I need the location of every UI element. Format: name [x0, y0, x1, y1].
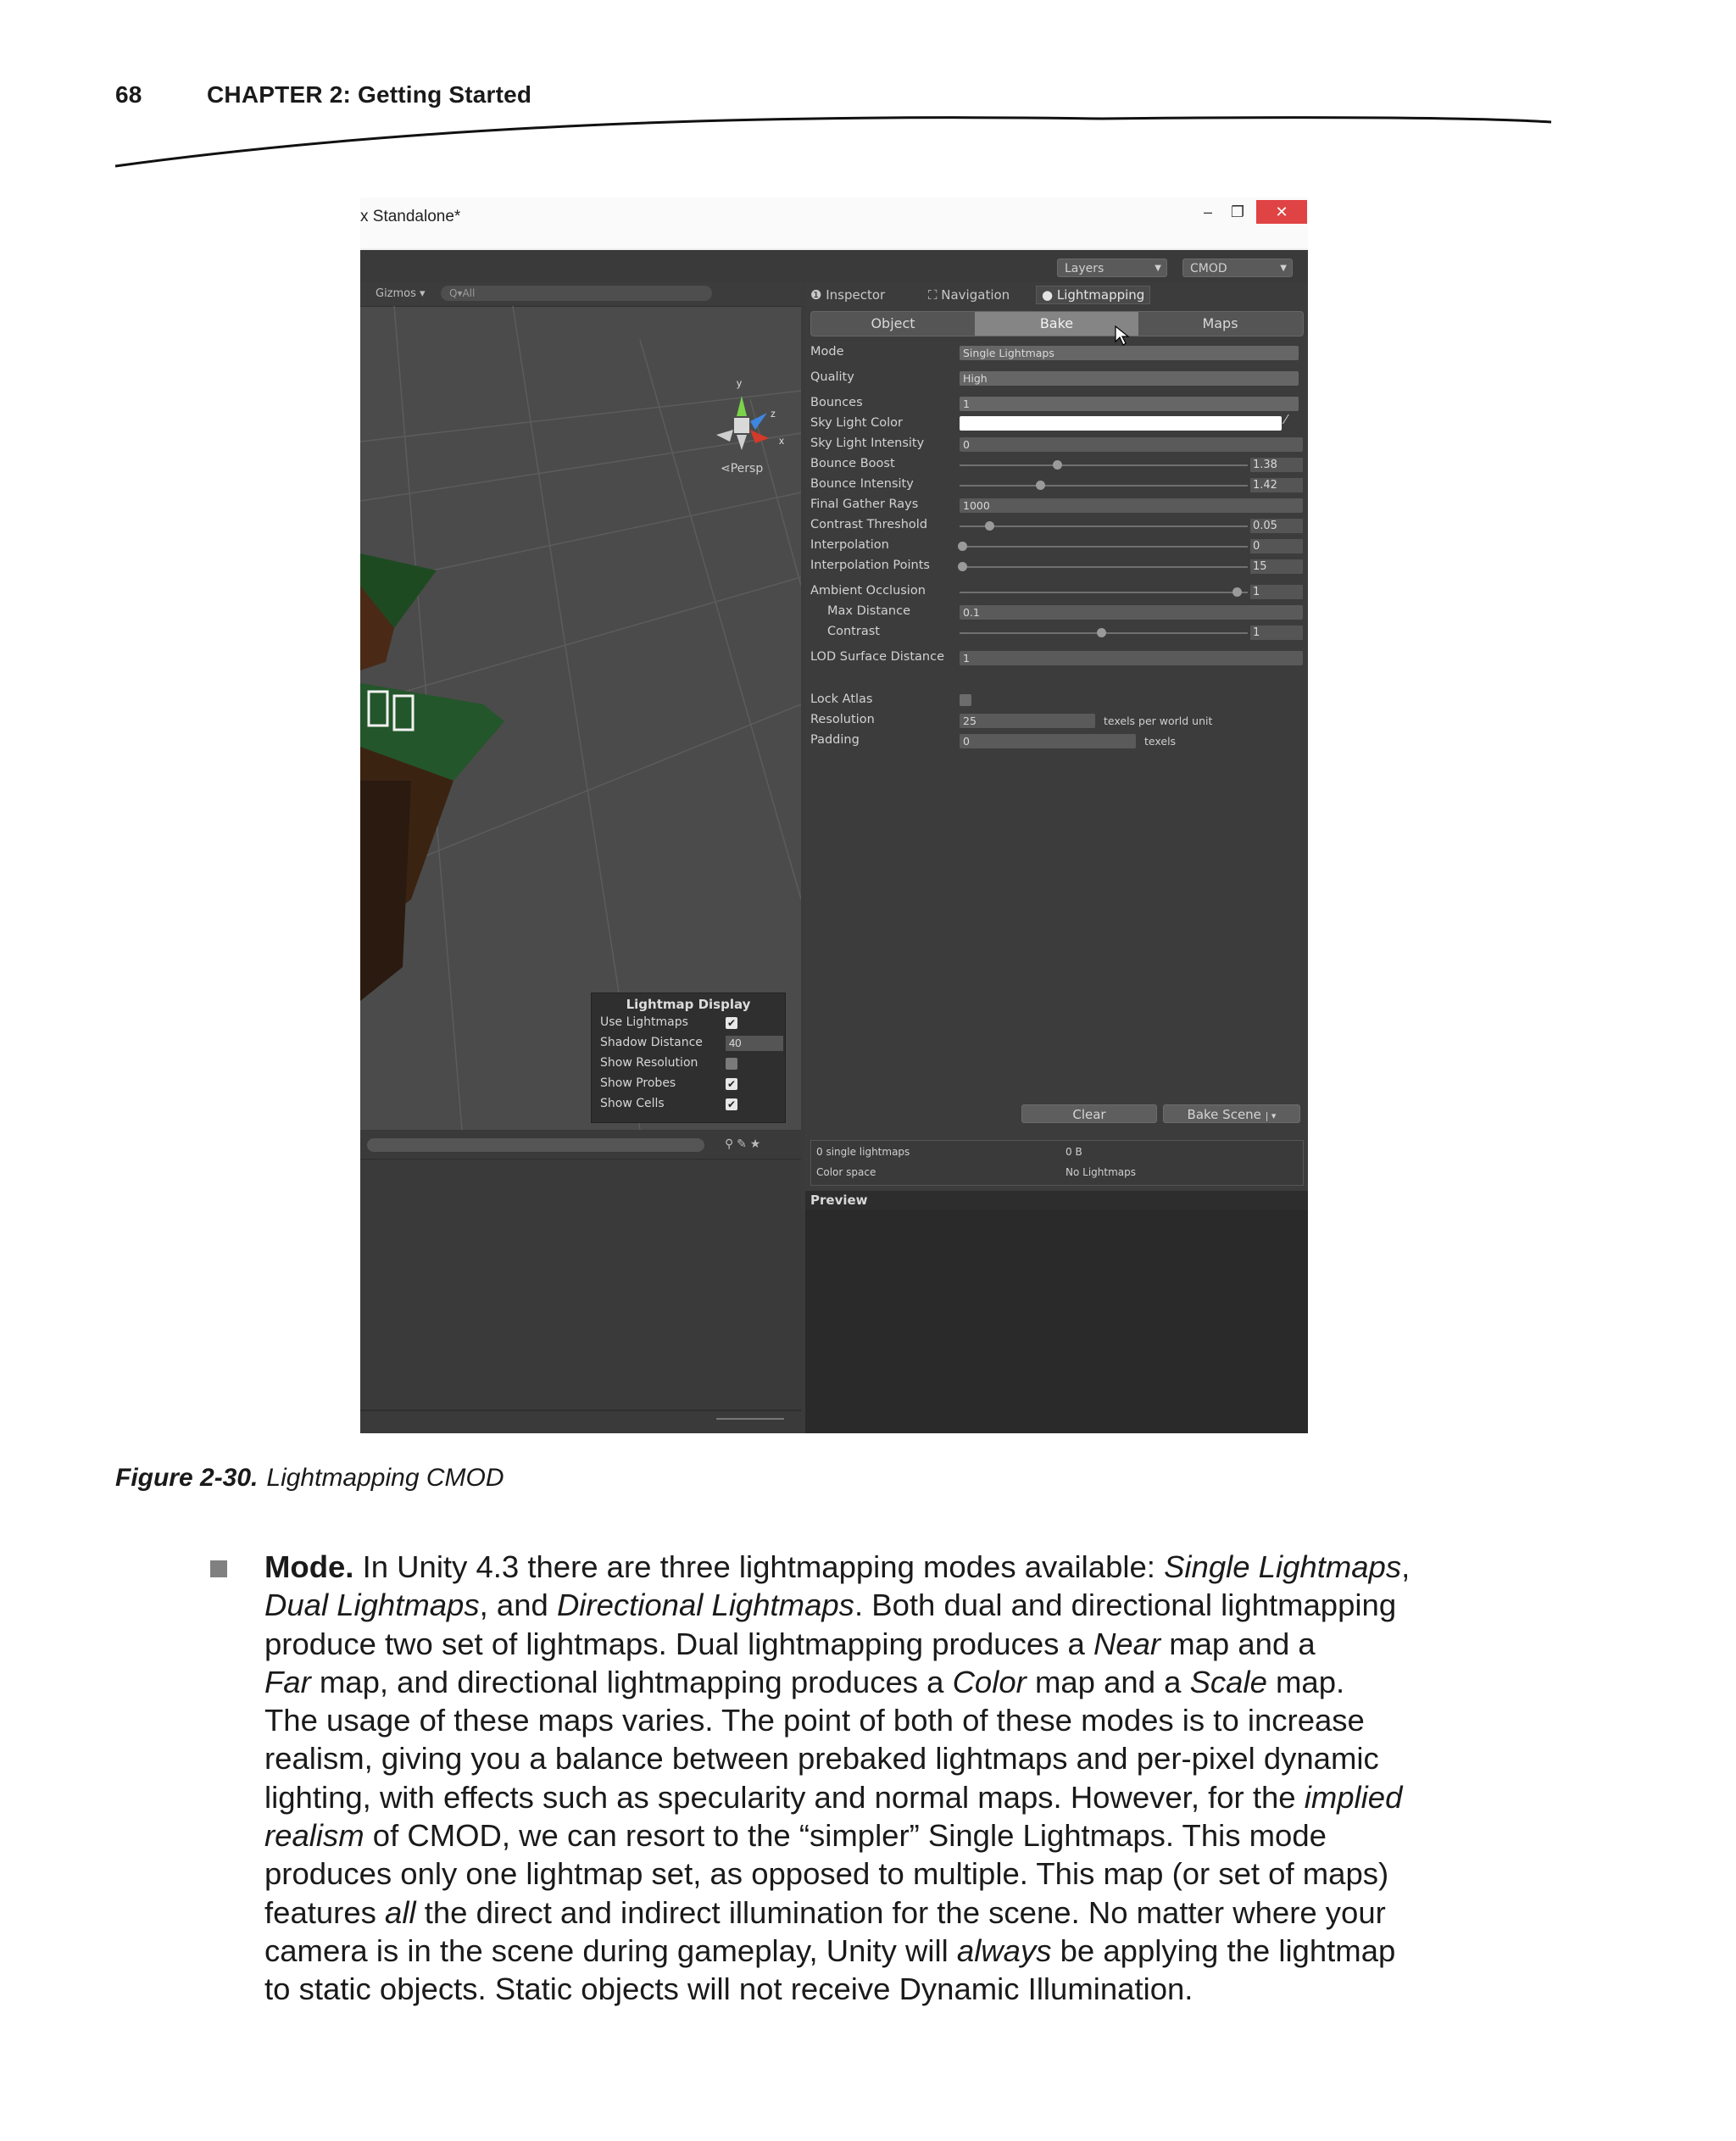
tab-inspector[interactable]: ❶ Inspector — [810, 287, 886, 303]
axis-z-label: z — [771, 408, 776, 420]
project-toolbar — [360, 1133, 801, 1159]
padding-unit: texels — [1144, 735, 1177, 748]
lightmapping-panel — [805, 282, 1308, 1433]
slider-knob[interactable] — [958, 542, 967, 551]
axis-x-label: x — [779, 435, 784, 447]
term-mode: Mode. — [264, 1549, 354, 1584]
show-probes-label: Show Probes — [600, 1076, 676, 1090]
project-search-input[interactable] — [367, 1138, 704, 1152]
scene-toolbar — [360, 282, 801, 307]
lightmap-display-panel — [591, 993, 786, 1123]
contrast-threshold-input[interactable]: 0.05 — [1250, 519, 1303, 533]
text-line: Dual Lightmaps, and Directional Lightmaps. Both dual and directional lightmapping — [264, 1588, 1397, 1623]
interpolation-input[interactable]: 0 — [1250, 539, 1303, 553]
chevron-down-icon: | ▾ — [1265, 1110, 1277, 1121]
interpolation-points-slider[interactable] — [960, 566, 1248, 568]
shadow-distance-label: Shadow Distance — [600, 1036, 703, 1049]
text-line: The usage of these maps varies. The point of both of these modes is to increase — [264, 1703, 1365, 1738]
tab-lightmapping[interactable]: ● Lightmapping — [1036, 286, 1150, 304]
lod-surface-distance-label: LOD Surface Distance — [810, 650, 944, 664]
interpolation-label: Interpolation — [810, 538, 889, 552]
stat-size: 0 B — [1066, 1146, 1082, 1158]
interpolation-points-input[interactable]: 15 — [1250, 559, 1303, 574]
editor-toolbar — [360, 250, 1308, 282]
sky-light-intensity-label: Sky Light Intensity — [810, 437, 925, 450]
resolution-label: Resolution — [810, 713, 875, 726]
divider — [360, 1410, 801, 1411]
bounce-boost-input[interactable]: 1.38 — [1250, 458, 1303, 472]
interpolation-points-label: Interpolation Points — [810, 559, 930, 572]
use-lightmaps-checkbox[interactable]: ✔ — [726, 1017, 737, 1029]
bounces-label: Bounces — [810, 396, 863, 409]
sky-light-intensity-input[interactable]: 0 — [960, 437, 1303, 452]
filter-icon[interactable]: ⚲ ✎ ★ — [725, 1137, 761, 1150]
stat-lightmap-count: 0 single lightmaps — [816, 1146, 910, 1158]
slider-knob[interactable] — [958, 562, 967, 571]
eyedropper-icon[interactable]: ⁄ — [1285, 413, 1288, 427]
max-distance-label: Max Distance — [827, 604, 910, 618]
text-line: Mode. In Unity 4.3 there are three lightmapping modes available: Single Lightmaps, — [264, 1549, 1410, 1584]
figure-title: Lightmapping CMOD — [266, 1464, 504, 1492]
final-gather-rays-label: Final Gather Rays — [810, 498, 919, 511]
page-number: 68 — [115, 81, 142, 108]
bounce-intensity-input[interactable]: 1.42 — [1250, 478, 1303, 492]
preview-area — [805, 1210, 1308, 1433]
body-paragraph — [264, 1548, 1451, 2009]
window-titlebar — [360, 197, 1308, 248]
text-line: features all the direct and indirect illumination for the scene. No matter where your — [264, 1894, 1386, 1930]
bullet-icon — [210, 1560, 227, 1577]
slider-knob[interactable] — [985, 521, 994, 531]
scene-view[interactable] — [360, 282, 801, 1130]
shadow-distance-input[interactable]: 40 — [726, 1036, 783, 1051]
bounces-dropdown[interactable]: 1 — [960, 397, 1299, 411]
bake-scene-label: Bake Scene — [1187, 1107, 1261, 1122]
contrast-threshold-label: Contrast Threshold — [810, 518, 928, 531]
text-line: realism of CMOD, we can resort to the “simpler” Single Lightmaps. This mode — [264, 1818, 1327, 1854]
slider-knob[interactable] — [1053, 460, 1062, 470]
scene-search-input[interactable]: Q▾All — [441, 286, 712, 301]
quality-label: Quality — [810, 370, 854, 384]
lightmapping-mode-tabs — [810, 311, 1304, 336]
use-lightmaps-label: Use Lightmaps — [600, 1015, 688, 1029]
sky-light-color-label: Sky Light Color — [810, 416, 903, 430]
padding-input[interactable]: 0 — [960, 734, 1136, 748]
preview-label: Preview — [810, 1193, 868, 1208]
figure-screenshot — [360, 197, 1308, 1433]
lod-surface-distance-input[interactable]: 1 — [960, 651, 1303, 665]
axis-y-label: y — [737, 377, 742, 389]
ambient-occlusion-slider[interactable] — [960, 592, 1248, 593]
mode-dropdown[interactable]: Single Lightmaps — [960, 346, 1299, 360]
unity-editor — [360, 250, 1308, 1433]
tab-object[interactable]: Object — [871, 315, 915, 331]
layers-label: Layers — [1065, 262, 1104, 275]
interpolation-slider[interactable] — [960, 546, 1248, 548]
bounce-boost-label: Bounce Boost — [810, 457, 895, 470]
chevron-down-icon: ▼ — [1155, 264, 1161, 273]
contrast-input[interactable]: 1 — [1250, 626, 1303, 640]
layout-label: CMOD — [1190, 262, 1227, 275]
show-cells-checkbox[interactable]: ✔ — [726, 1098, 737, 1110]
text-line: to static objects. Static objects will not receive Dynamic Illumination. — [264, 1971, 1194, 2007]
mouse-cursor-icon — [1114, 325, 1131, 347]
contrast-threshold-slider[interactable] — [960, 526, 1248, 527]
tab-bake[interactable]: Bake — [975, 312, 1138, 336]
sky-light-color-swatch[interactable] — [960, 416, 1282, 431]
layers-dropdown[interactable] — [1057, 259, 1167, 277]
stat-colorspace-label: Color space — [816, 1166, 876, 1178]
resolution-input[interactable]: 25 — [960, 714, 1095, 728]
bounce-intensity-slider[interactable] — [960, 485, 1248, 487]
layout-dropdown[interactable] — [1182, 259, 1293, 277]
lightmap-display-title: Lightmap Display — [626, 997, 751, 1012]
text-line: realism, giving you a balance between prebaked lightmaps and per-pixel dynamic — [264, 1741, 1379, 1777]
slider-knob[interactable] — [1232, 587, 1242, 597]
max-distance-input[interactable]: 0.1 — [960, 605, 1303, 620]
lock-atlas-label: Lock Atlas — [810, 692, 873, 706]
clear-button[interactable]: Clear — [1021, 1104, 1157, 1123]
final-gather-rays-input[interactable]: 1000 — [960, 498, 1303, 513]
text-line: camera is in the scene during gameplay, Unity will always be applying the lightmap — [264, 1932, 1396, 1968]
contrast-label: Contrast — [827, 625, 880, 638]
slider-knob[interactable] — [1097, 628, 1106, 637]
text-line: produce two set of lightmaps. Dual lightmapping produces a Near map and a — [264, 1626, 1316, 1661]
gizmos-dropdown[interactable]: Gizmos ▾ — [376, 287, 426, 300]
figure-caption — [115, 1464, 504, 1493]
ambient-occlusion-input[interactable]: 1 — [1250, 585, 1303, 599]
quality-dropdown[interactable]: High — [960, 371, 1299, 386]
lock-atlas-checkbox[interactable] — [960, 694, 971, 706]
tab-navigation[interactable]: ⛶ Navigation — [928, 287, 1010, 303]
show-cells-label: Show Cells — [600, 1097, 665, 1110]
project-panel — [360, 1130, 801, 1433]
lightmap-stats — [810, 1140, 1304, 1186]
text-line: produces only one lightmap set, as opposed to multiple. This map (or set of maps) — [264, 1856, 1389, 1892]
bounce-boost-slider[interactable] — [960, 464, 1248, 466]
bake-scene-button[interactable] — [1163, 1104, 1300, 1123]
chapter-title: CHAPTER 2: Getting Started — [207, 81, 532, 108]
show-resolution-label: Show Resolution — [600, 1056, 698, 1070]
header-rule — [0, 0, 1736, 186]
stat-colorspace-value: No Lightmaps — [1066, 1166, 1136, 1178]
slider-knob[interactable] — [1036, 481, 1045, 490]
mode-label: Mode — [810, 345, 844, 359]
zoom-slider[interactable] — [716, 1418, 784, 1420]
persp-toggle[interactable]: ⋖Persp — [721, 462, 764, 475]
bounce-intensity-label: Bounce Intensity — [810, 477, 914, 491]
resolution-unit: texels per world unit — [1104, 715, 1213, 727]
show-resolution-checkbox[interactable] — [726, 1058, 737, 1070]
contrast-slider[interactable] — [960, 632, 1248, 634]
minimize-button[interactable]: – — [1203, 203, 1212, 220]
figure-number: Figure 2-30. — [115, 1464, 259, 1492]
window-title: x Standalone* — [360, 208, 461, 225]
inspector-tabs — [805, 282, 1308, 308]
chevron-down-icon: ▼ — [1280, 264, 1287, 273]
ambient-occlusion-label: Ambient Occlusion — [810, 584, 926, 598]
tab-maps[interactable]: Maps — [1202, 315, 1238, 331]
show-probes-checkbox[interactable]: ✔ — [726, 1078, 737, 1090]
padding-label: Padding — [810, 733, 860, 747]
close-button[interactable]: ✕ — [1256, 200, 1307, 224]
orientation-gizmo-icon — [716, 396, 769, 450]
text-line: Far map, and directional lightmapping produces a Color map and a Scale map. — [264, 1664, 1345, 1699]
text-line: lighting, with effects such as specularity and normal maps. However, for the implied — [264, 1779, 1403, 1815]
preview-header[interactable] — [805, 1191, 1308, 1210]
restore-button[interactable]: ❐ — [1230, 203, 1245, 220]
